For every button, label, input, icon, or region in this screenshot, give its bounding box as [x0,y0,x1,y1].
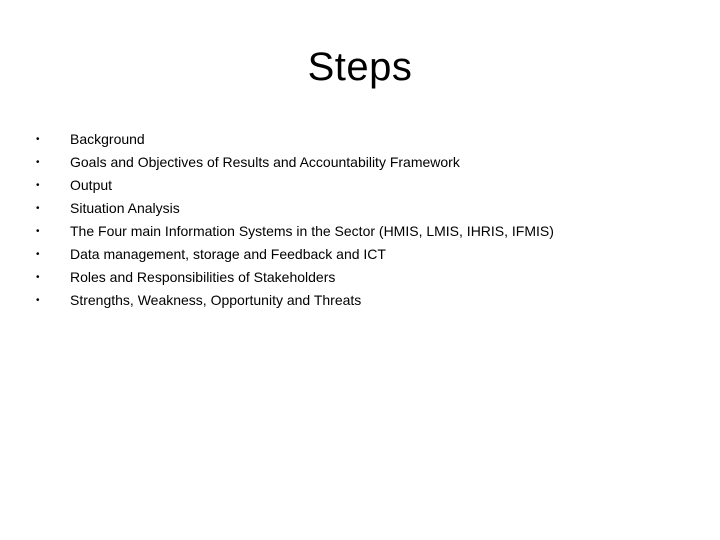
bullet-text: Data management, storage and Feedback and ICT [70,246,386,262]
bullet-text: Output [70,177,113,193]
bullet-icon: • [36,157,40,168]
bullet-item [36,128,554,151]
bullet-text: The Four main Information Systems in the Sector (HMIS, LMIS, IHRIS, IFMIS) [70,223,554,239]
bullet-item [36,220,554,243]
bullet-icon: • [36,203,40,214]
bullet-icon: • [36,134,40,145]
bullet-text: Situation Analysis [70,200,180,216]
bullet-icon: • [36,249,40,260]
bullet-item [36,243,554,266]
bullet-item [36,197,554,220]
bullet-text: Background [70,131,145,147]
bullet-icon: • [36,272,40,283]
bullet-icon: • [36,180,40,191]
bullet-item [36,289,554,312]
bullet-text: Strengths, Weakness, Opportunity and Threats [70,292,362,308]
bullet-list [36,128,554,312]
bullet-icon: • [36,295,40,306]
bullet-icon: • [36,226,40,237]
bullet-item [36,174,554,197]
bullet-text: Roles and Responsibilities of Stakeholders [70,269,336,285]
bullet-text: Goals and Objectives of Results and Accountability Framework [70,154,460,170]
slide-title: Steps [307,45,413,89]
bullet-item [36,266,554,289]
bullet-item [36,151,554,174]
